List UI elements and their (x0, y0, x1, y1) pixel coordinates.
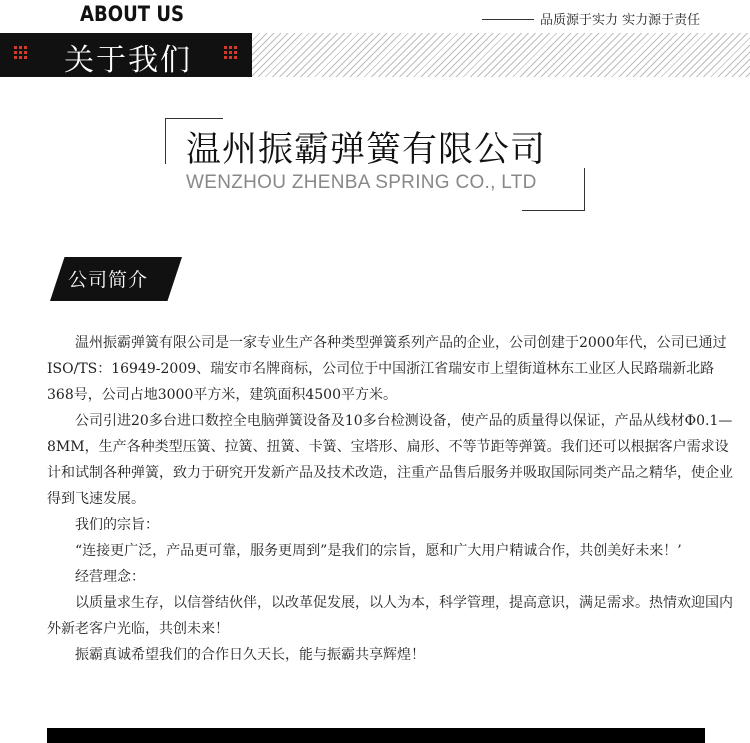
intro-paragraph: 振霸真诚希望我们的合作日久天长，能与振霸共享辉煌！ (47, 647, 425, 663)
slogan-divider (482, 19, 534, 20)
bracket-top-left (165, 118, 166, 164)
dot-grid-icon-right (224, 46, 238, 60)
title-banner (0, 33, 252, 77)
bracket-bottom-right-h (522, 210, 585, 211)
intro-paragraph: 我们的宗旨： (47, 517, 159, 533)
company-name-en: WENZHOU ZHENBA SPRING CO., LTD (186, 172, 537, 193)
striped-band (252, 33, 750, 77)
intro-paragraph: 温州振霸弹簧有限公司是一家专业生产各种类型弹簧系列产品的企业，公司创建于2000年代，公司已通过ISO/TS：16949-2009、瑞安市名牌商标，公司位于中国浙江省瑞安市上望街道林东工业区人民路瑞新北路368号，公司占地3000平方米，建筑面积4500平方米。 (47, 335, 727, 403)
intro-paragraph: 以质量求生存，以信誉结伙伴，以改革促发展，以人为本，科学管理，提高意识，满足需求。热情欢迎国内外新老客户光临，共创未来！ (47, 595, 733, 637)
intro-paragraph: 经营理念： (47, 569, 145, 585)
bracket-top-left-h (165, 118, 223, 119)
banner-title: 关于我们 (64, 43, 192, 78)
intro-paragraph: “连接更广泛，产品更可靠，服务更周到”是我们的宗旨，愿和广大用户精诚合作，共创美好未来！’ (47, 543, 682, 559)
about-us-heading: ABOUT US (80, 2, 185, 26)
bracket-bottom-right (584, 168, 585, 211)
dot-grid-icon-left (14, 46, 28, 60)
company-intro (47, 330, 740, 668)
company-name-cn: 温州振霸弹簧有限公司 (186, 130, 547, 170)
slogan-text: 品质源于实力 实力源于责任 (540, 13, 701, 28)
bottom-bar (47, 728, 705, 743)
intro-paragraph: 公司引进20多台进口数控全电脑弹簧设备及10多台检测设备，使产品的质量得以保证，产品从线材Φ0.1—8MM，生产各种类型压簧、拉簧、扭簧、卡簧、宝塔形、扁形、不等节距等弹簧。我们还可以根据客户需求设计和试制各种弹簧，致力于研究开发新产品及技术改造，注重产品售后服务并吸取国际同类产品之精华，使企业得到飞速发展。 (47, 413, 733, 507)
section-title: 公司简介 (68, 269, 149, 291)
